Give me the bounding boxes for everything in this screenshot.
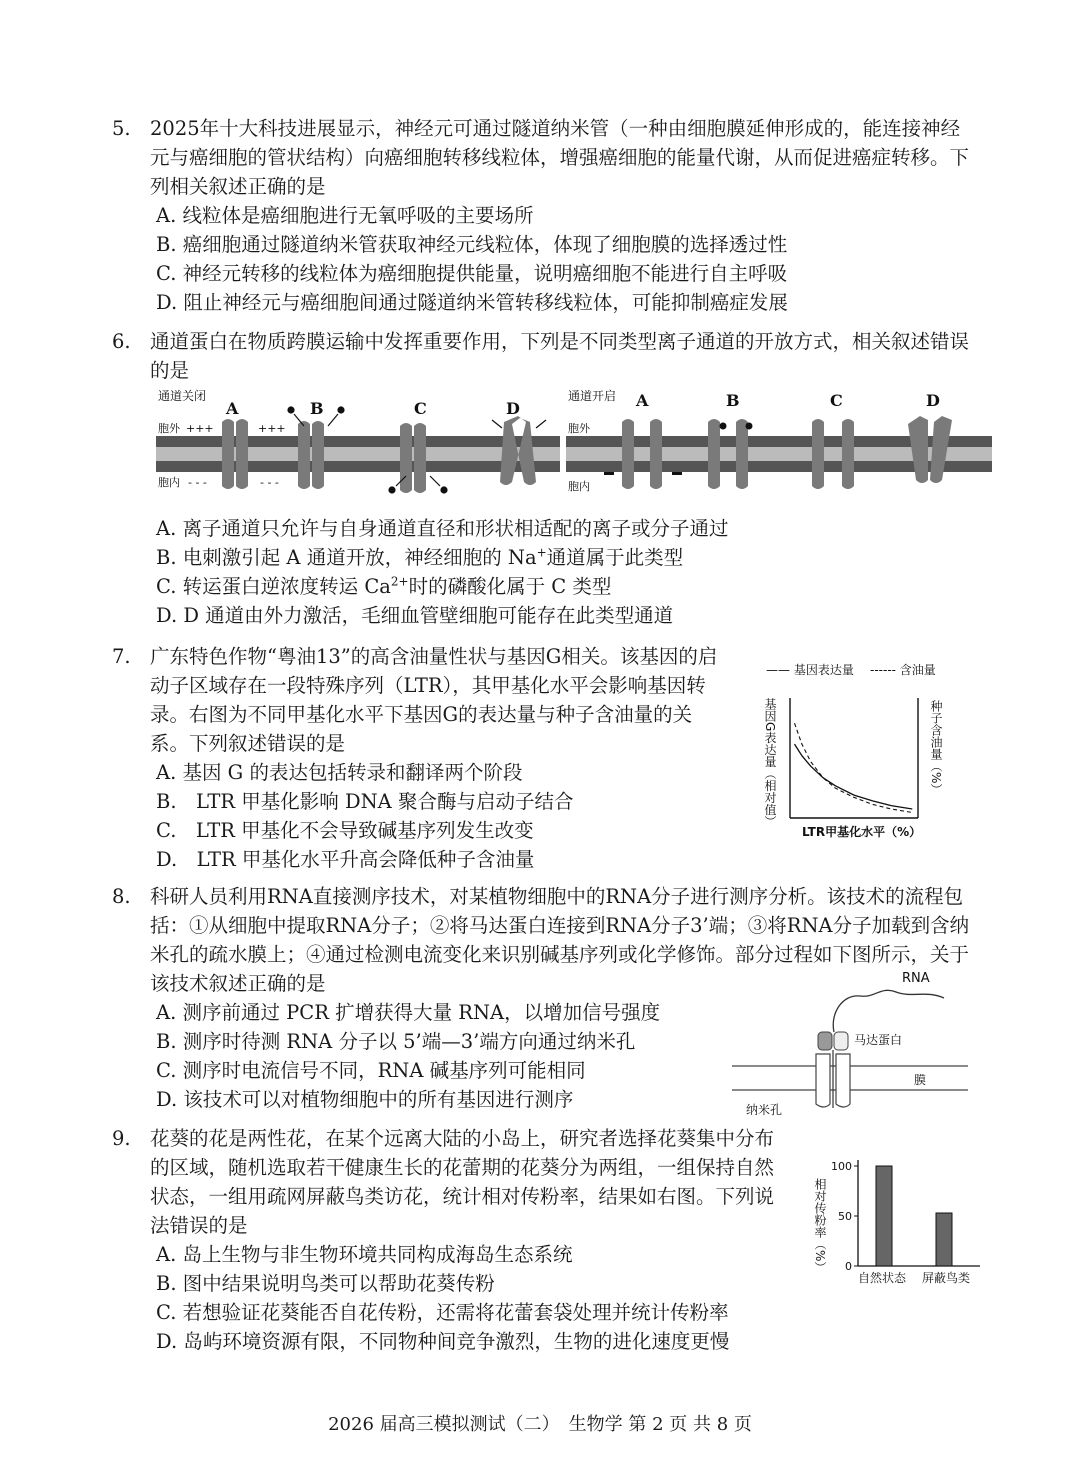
channel-letter-b: B <box>310 399 324 418</box>
category-label-natural: 自然状态 <box>858 1271 907 1285</box>
page-footer: 2026 届高三模拟测试（二） 生物学 第 2 页 共 8 页 <box>328 1414 752 1435</box>
option-a: A. 测序前通过 PCR 扩增获得大量 RNA，以增加信号强度 <box>156 1001 661 1024</box>
closed-label: 通道关闭 <box>158 389 207 403</box>
question-number: 5. <box>112 117 131 140</box>
option-b: B. LTR 甲基化影响 DNA 聚合酶与启动子结合 <box>156 790 574 813</box>
ion-channel-figure <box>152 386 996 504</box>
y-tick-label: 100 <box>831 1160 852 1173</box>
outside-label: 胞外 <box>158 422 180 435</box>
membrane-label: 膜 <box>914 1073 927 1087</box>
option-b: B. 图中结果说明鸟类可以帮助花葵传粉 <box>156 1272 495 1295</box>
nanopore <box>816 1054 830 1107</box>
superscript: + <box>536 545 547 560</box>
pollination-chart <box>808 1148 986 1288</box>
question-stem: 通道蛋白在物质跨膜运输中发挥重要作用，下列是不同类型离子通道的开放方式，相关叙述错误的是 <box>150 330 970 382</box>
plus-charges: +++ <box>258 422 286 435</box>
bar-bird-excluded <box>936 1213 952 1266</box>
channel-letter-b: B <box>726 391 740 410</box>
motor-protein <box>818 1032 832 1050</box>
question-number: 8. <box>112 885 131 908</box>
option-c: C. 若想验证花葵能否自花传粉，还需将花蕾套袋处理并统计传粉率 <box>156 1301 729 1324</box>
motor-protein <box>834 1032 848 1050</box>
y-axis-label: 相对传粉率（%） <box>813 1178 827 1274</box>
legend-oil: ------ 含油量 <box>870 663 936 677</box>
option-b <box>156 543 972 572</box>
question-number: 9. <box>112 1127 131 1150</box>
option-d: D. LTR 甲基化水平升高会降低种子含油量 <box>156 848 535 871</box>
question-6-options <box>112 514 972 630</box>
channel-letter-d: D <box>506 399 520 418</box>
question-5 <box>112 114 972 317</box>
question-stem: 广东特色作物“粤油13”的高含油量性状与基因G相关。该基因的启动子区域存在一段特殊序列（LTR），其甲基化水平会影响基因转录。右图为不同甲基化水平下基因G的表达量与种子含油量的关系。下列叙述错误的是 <box>150 645 718 755</box>
option-d: D. 该技术可以对植物细胞中的所有基因进行测序 <box>156 1088 574 1111</box>
y-tick-label: 0 <box>845 1260 852 1273</box>
y-tick-label: 50 <box>838 1210 852 1223</box>
option-d: D. 岛屿环境资源有限，不同物种间竞争激烈，生物的进化速度更慢 <box>156 1330 730 1353</box>
membrane-closed <box>156 436 560 472</box>
channel-letter-a: A <box>636 391 649 410</box>
option-b: B. 测序时待测 RNA 分子以 5’端—3’端方向通过纳米孔 <box>156 1030 636 1053</box>
option-c <box>156 572 972 601</box>
channel-letter-d: D <box>926 391 940 410</box>
open-label: 通道开启 <box>568 389 617 403</box>
option-b-text: B. 电刺激引起 A 通道开放，神经细胞的 Na <box>156 546 537 569</box>
nanopore <box>836 1054 850 1107</box>
x-axis-label: LTR甲基化水平（%） <box>802 825 922 839</box>
inside-label: 胞内 <box>568 480 590 493</box>
option-b-text: 通道属于此类型 <box>546 546 684 569</box>
option-d: D. D 通道由外力激活，毛细血管壁细胞可能存在此类型通道 <box>156 604 674 627</box>
bar-natural <box>876 1166 892 1266</box>
minus-charges: - - - <box>188 476 207 489</box>
nanopore-figure <box>730 968 970 1118</box>
option-d: D. 阻止神经元与癌细胞间通过隧道纳米管转移线粒体，可能抑制癌症发展 <box>156 291 788 314</box>
question-7 <box>112 642 730 874</box>
question-6 <box>112 327 972 385</box>
plus-charges: +++ <box>186 422 214 435</box>
question-stem: 2025年十大科技进展显示，神经元可通过隧道纳米管（一种由细胞膜延伸形成的，能连接神经元与癌细胞的管状结构）向癌细胞转移线粒体，增强癌细胞的能量代谢，从而促进癌症转移。下列相关叙述正确的是 <box>150 117 970 198</box>
question-stem: 科研人员利用RNA直接测序技术，对某植物细胞中的RNA分子进行测序分析。该技术的流程包括：①从细胞中提取RNA分子；②将马达蛋白连接到RNA分子3’端；③将RNA分子加载到含纳米孔的疏水膜上；④通过检测电流变化来识别碱基序列或化学修饰。部分过程如下图所示，关于该技术叙述正确的是 <box>150 885 970 995</box>
question-number: 7. <box>112 645 131 668</box>
superscript: 2+ <box>390 574 409 589</box>
y-axis-right-label: 种子含油量（%） <box>929 700 943 796</box>
minus-charges: - - - <box>260 476 279 489</box>
channel-letter-c: C <box>830 391 843 410</box>
pore-label: 纳米孔 <box>746 1103 783 1117</box>
option-c: C. 神经元转移的线粒体为癌细胞提供能量，说明癌细胞不能进行自主呼吸 <box>156 262 788 285</box>
gene-expression-chart <box>752 658 972 848</box>
y-axis-left-label: 基因G表达量（相对值） <box>763 698 777 828</box>
question-9 <box>112 1124 788 1356</box>
outside-label: 胞外 <box>568 422 590 435</box>
inside-label: 胞内 <box>158 476 180 489</box>
option-b: B. 癌细胞通过隧道纳米管获取神经元线粒体，体现了细胞膜的选择透过性 <box>156 233 788 256</box>
question-number: 6. <box>112 330 131 353</box>
option-c: C. 测序时电流信号不同，RNA 碱基序列可能相同 <box>156 1059 586 1082</box>
option-c-text: 时的磷酸化属于 C 类型 <box>408 575 612 598</box>
channel-letter-c: C <box>414 399 427 418</box>
legend-expression: —— 基因表达量 <box>766 663 854 677</box>
option-a: A. 离子通道只允许与自身通道直径和形状相适配的离子或分子通过 <box>156 517 729 540</box>
rna-label: RNA <box>902 971 930 986</box>
option-a: A. 线粒体是癌细胞进行无氧呼吸的主要场所 <box>156 204 534 227</box>
option-a: A. 岛上生物与非生物环境共同构成海岛生态系统 <box>156 1243 573 1266</box>
rna-strand <box>833 990 944 1032</box>
channel-letter-a: A <box>226 399 239 418</box>
question-stem: 花葵的花是两性花，在某个远离大陆的小岛上，研究者选择花葵集中分布的区域，随机选取若干健康生长的花蕾期的花葵分为两组，一组保持自然状态，一组用疏网屏蔽鸟类访花，统计相对传粉率，结果如右图。下列说法错误的是 <box>150 1127 775 1237</box>
series-expression-line <box>795 744 913 809</box>
option-c: C. LTR 甲基化不会导致碱基序列发生改变 <box>156 819 534 842</box>
motor-label: 马达蛋白 <box>854 1033 903 1047</box>
category-label-excluded: 屏蔽鸟类 <box>922 1271 971 1285</box>
option-a: A. 基因 G 的表达包括转录和翻译两个阶段 <box>156 761 523 784</box>
option-c-text: C. 转运蛋白逆浓度转运 Ca <box>156 575 391 598</box>
